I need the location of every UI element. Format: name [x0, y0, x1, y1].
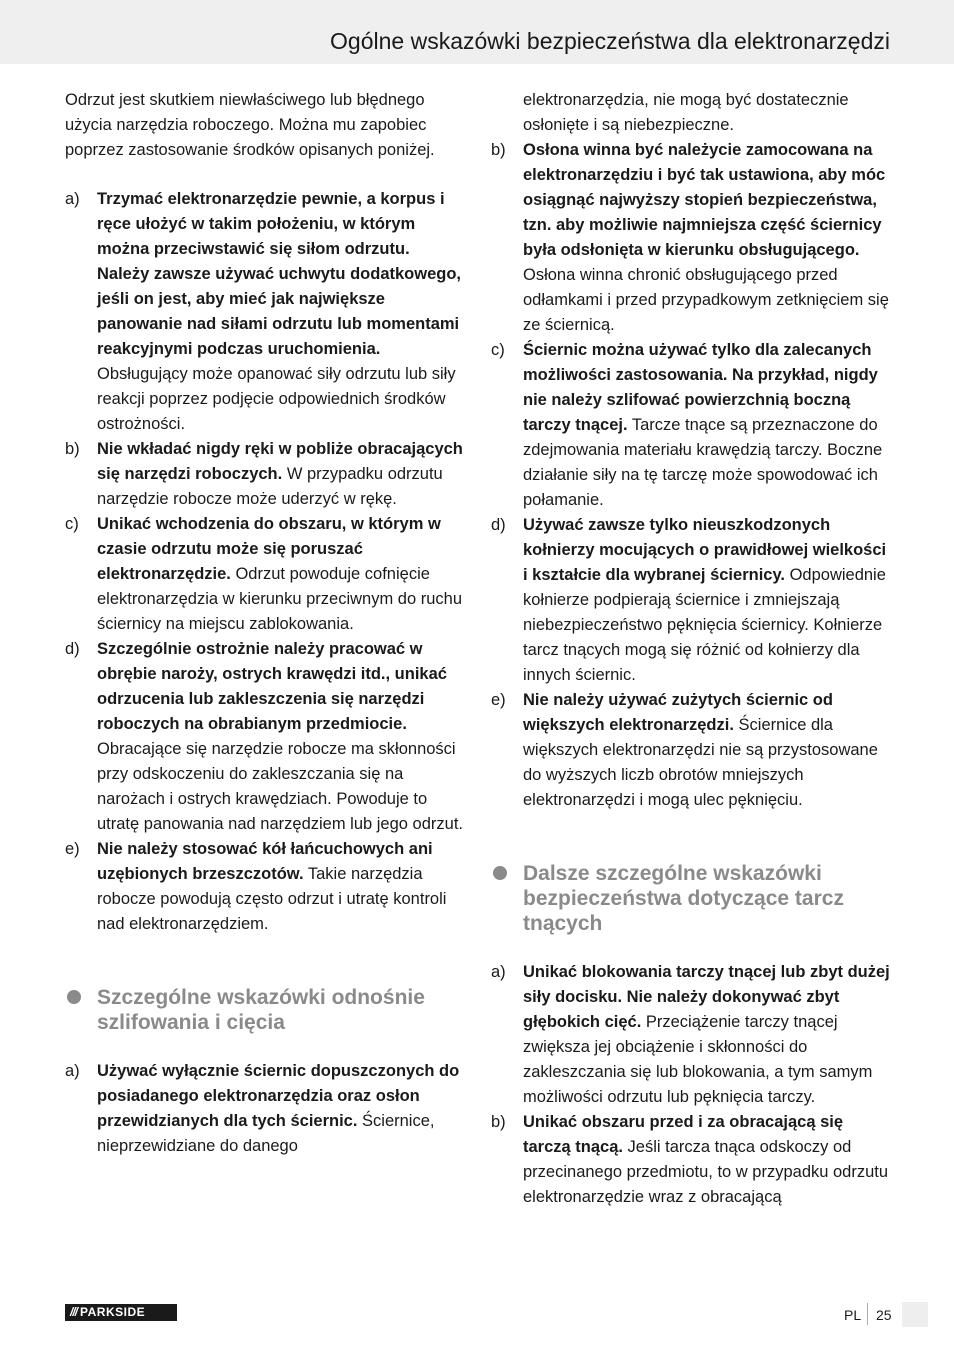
item-label: b) [65, 440, 80, 458]
continuation-text: elektronarzędzia, nie mogą być dostatecznie osłonięte i są niebezpieczne. [523, 91, 849, 134]
item-text: Ściernice dla większych elektronarzędzi nie są przystosowane do wyższych liczb obrotów mniejszych elektronarzędzi i mogą ulec pęknięciu. [523, 716, 878, 809]
item-bold-text: Unikać obszaru przed i za obracającą się tarczą tnącą. [523, 1113, 844, 1156]
item-label: a) [65, 190, 80, 208]
item-bold-text: Osłona winna być należycie zamocowana na elektronarzędziu i być tak ustawiona, aby móc osiągnąć najwyższy stopień bezpieczeństwa, tzn. aby możliwie najmniejsza część ściernicy była odsłonięta w kierunku obsługującego. [523, 141, 886, 259]
right-column [491, 88, 891, 1210]
item-label: a) [491, 963, 506, 981]
item-label: c) [65, 515, 79, 533]
list-item [65, 637, 465, 837]
section-heading-text: Szczególne wskazówki odnośnie szlifowania i cięcia [97, 986, 425, 1034]
page-title: Ogólne wskazówki bezpieczeństwa dla elektronarzędzi [330, 28, 890, 54]
item-bold-text: Nie należy używać zużytych ściernic od większych elektronarzędzi. [523, 691, 833, 734]
item-label: d) [65, 640, 80, 658]
item-bold-text: Używać wyłącznie ściernic dopuszczonych do posiadanego elektronarzędzia oraz osłon przewidzianych dla tych ściernic. [97, 1062, 460, 1130]
list-item [65, 187, 465, 437]
footer-divider [867, 1303, 868, 1325]
item-label: a) [65, 1062, 80, 1080]
section-heading-text: Dalsze szczególne wskazówki bezpieczeństwa dotyczące tarcz tnących [523, 862, 844, 935]
item-bold-text: Trzymać elektronarzędzie pewnie, a korpus i ręce ułożyć w takim położeniu, w którym można przeciwstawić się siłom odrzutu. Należy zawsze używać uchwytu dodatkowego, jeśli on jest, aby mieć jak największe panowanie nad siłami odrzutu lub momentami reakcyjnymi podczas uruchomienia. [97, 190, 462, 358]
item-text: Jeśli tarcza tnąca odskoczy od przecinanego przedmiotu, to w przypadku odrzutu elektronarzędzie wraz z obracającą [523, 1138, 889, 1206]
header-band [0, 0, 954, 64]
section-heading [491, 861, 891, 936]
list-item [65, 837, 465, 937]
page-corner-box [902, 1302, 928, 1327]
brand-logo [65, 1304, 177, 1321]
item-text: Obsługujący może opanować siły odrzutu lub siły reakcji poprzez podjęcie odpowiednich środków ostrożności. [97, 365, 456, 433]
list-item [491, 1110, 891, 1210]
item-text: Takie narzędzia robocze powodują często odrzut i utratę kontroli nad elektronarzędziem. [97, 865, 447, 933]
item-bold-text: Nie wkładać nigdy ręki w pobliże obracających się narzędzi roboczych. [97, 440, 463, 483]
item-label: d) [491, 516, 506, 534]
list-item [491, 338, 891, 513]
item-label: c) [491, 341, 505, 359]
item-label: e) [491, 691, 506, 709]
list-item [491, 960, 891, 1110]
item-text: Obracające się narzędzie robocze ma skłonności przy odskoczeniu do zakleszczania się na narożach i ostrych krawędziach. Powoduje to utratę panowania nad narzędziem lub jego odrzut. [97, 740, 463, 833]
list-item [65, 1059, 465, 1159]
item-bold-text: Unikać wchodzenia do obszaru, w którym w czasie odrzutu może się poruszać elektronarzędzie. [97, 515, 441, 583]
list-item [491, 138, 891, 338]
section-heading [65, 985, 465, 1035]
item-text: Ściernice, nieprzewidziane do danego [97, 1112, 435, 1155]
page-number: 25 [876, 1307, 892, 1323]
list-item [491, 688, 891, 813]
item-text: Odpowiednie kołnierze podpierają ściernice i zmniejszają niebezpieczeństwo pęknięcia ściernicy. Kołnierze tarcz tnących mogą się różnić od kołnierzy dla innych ściernic. [523, 566, 886, 684]
item-bold-text: Używać zawsze tylko nieuszkodzonych kołnierzy mocujących o prawidłowej wielkości i kształcie dla wybranej ściernicy. [523, 516, 887, 584]
item-text: Przeciążenie tarczy tnącej zwiększa jej obciążenie i skłonności do zakleszczania się lub blokowania, a tym samym możliwości odrzutu lub pęknięcia tarczy. [523, 1013, 873, 1106]
item-text: Odrzut powoduje cofnięcie elektronarzędzia w kierunku przeciwnym do ruchu ściernicy na miejscu zablokowania. [97, 565, 462, 633]
item-bold-text: Unikać blokowania tarczy tnącej lub zbyt dużej siły docisku. Nie należy dokonywać zbyt głębokich cięć. [523, 963, 890, 1031]
item-bold-text: Szczególnie ostrożnie należy pracować w obrębie naroży, ostrych krawędzi itd., unikać odrzucenia lub zakleszczenia się narzędzi roboczych na obrabianym przedmiocie. [97, 640, 447, 733]
item-text: Tarcze tnące są przeznaczone do zdejmowania materiału krawędzią tarczy. Boczne działanie siły na tę tarczę może spowodować ich połamanie. [523, 416, 883, 509]
item-text: Osłona winna chronić obsługującego przed odłamkami i przed przypadkowym zetknięciem się ze ściernicą. [523, 266, 889, 334]
item-bold-text: Ściernic można używać tylko dla zalecanych możliwości zastosowania. Na przykład, nigdy nie należy szlifować powierzchnią boczną tarczy tnącej. [523, 341, 878, 434]
item-label: b) [491, 1113, 506, 1131]
logo-stripes-icon: /// [70, 1305, 78, 1319]
brand-name: PARKSIDE [80, 1305, 146, 1319]
bullet-dot-icon [67, 990, 81, 1004]
language-code: PL [844, 1307, 862, 1323]
item-label: e) [65, 840, 80, 858]
item-bold-text: Nie należy stosować kół łańcuchowych ani uzębionych brzeszczotów. [97, 840, 433, 883]
list-item [65, 512, 465, 637]
list-item [65, 437, 465, 512]
item-label: b) [491, 141, 506, 159]
item-text: W przypadku odrzutu narzędzie robocze może uderzyć w rękę. [97, 465, 443, 508]
intro-paragraph: Odrzut jest skutkiem niewłaściwego lub błędnego użycia narzędzia roboczego. Można mu zapobiec poprzez zastosowanie środków opisanych poniżej. [65, 91, 435, 159]
left-column [65, 88, 465, 1159]
list-item [491, 513, 891, 688]
bullet-dot-icon [493, 866, 507, 880]
